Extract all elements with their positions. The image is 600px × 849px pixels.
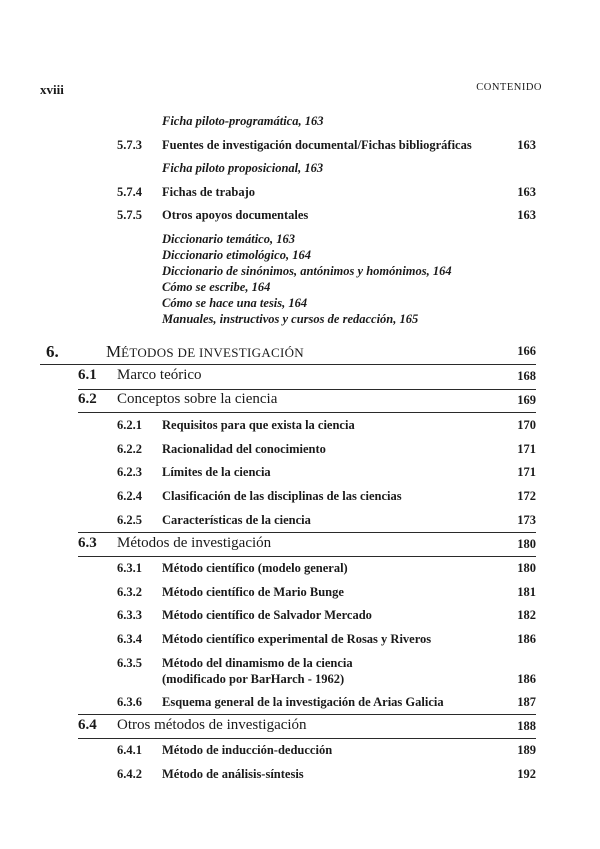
toc-subentry: Diccionario etimológico, 164 <box>162 248 311 262</box>
toc-entry-title[interactable]: Fichas de trabajo <box>162 185 256 199</box>
toc-entry-title[interactable]: Otros apoyos documentales <box>162 208 309 222</box>
toc-entry-title[interactable]: Requisitos para que exista la ciencia <box>162 418 355 432</box>
divider <box>78 556 536 557</box>
toc-entry-page: 186 <box>517 632 536 646</box>
toc-entry-number: 6.2.5 <box>117 513 142 527</box>
toc-entry-number: 6.3.4 <box>117 632 142 646</box>
toc-entry-page: 171 <box>517 442 536 456</box>
toc-section-title[interactable]: Marco teórico <box>117 367 202 383</box>
toc-entry-title[interactable]: Características de la ciencia <box>162 513 311 527</box>
toc-entry-page: 187 <box>517 695 536 709</box>
toc-entry-number: 6.3.5 <box>117 656 142 670</box>
divider <box>40 364 536 365</box>
toc-section-page: 188 <box>517 719 536 733</box>
divider <box>78 389 536 390</box>
chapter-title-initial: M <box>106 342 122 361</box>
toc-entry-number: 5.7.3 <box>117 138 142 152</box>
toc-entry-title[interactable]: Esquema general de la investigación de Arias Galicia <box>162 695 444 709</box>
toc-section-title[interactable]: Conceptos sobre la ciencia <box>117 391 278 407</box>
toc-section-page: 169 <box>517 393 536 407</box>
toc-entry-number: 5.7.5 <box>117 208 142 222</box>
toc-subentry: Diccionario de sinónimos, antónimos y homónimos, 164 <box>162 264 452 278</box>
toc-subentry: Cómo se hace una tesis, 164 <box>162 296 308 310</box>
toc-section-number: 6.1 <box>78 367 97 383</box>
toc-entry-number: 5.7.4 <box>117 185 142 199</box>
chapter-title[interactable] <box>106 342 304 362</box>
toc-section-number: 6.4 <box>78 717 97 733</box>
toc-subentry: Cómo se escribe, 164 <box>162 280 271 294</box>
toc-entry-page: 181 <box>517 585 536 599</box>
toc-entry-number: 6.2.3 <box>117 465 142 479</box>
toc-section-page: 168 <box>517 369 536 383</box>
toc-entry-page: 180 <box>517 561 536 575</box>
page-number: xviii <box>40 82 64 97</box>
toc-entry-page: 182 <box>517 608 536 622</box>
toc-entry-page: 172 <box>517 489 536 503</box>
toc-subentry: Diccionario temático, 163 <box>162 232 295 246</box>
toc-entry-page: 186 <box>517 672 536 686</box>
toc-entry-page: 163 <box>517 208 536 222</box>
toc-entry-page: 192 <box>517 767 536 781</box>
toc-entry-page: 189 <box>517 743 536 757</box>
toc-entry-title[interactable]: Método científico (modelo general) <box>162 561 348 575</box>
toc-entry-page: 163 <box>517 185 536 199</box>
toc-section-number: 6.3 <box>78 535 97 551</box>
toc-subentry: Ficha piloto proposicional, 163 <box>162 161 324 175</box>
toc-entry-page: 173 <box>517 513 536 527</box>
divider <box>78 714 536 715</box>
chapter-title-rest: ÉTODOS DE INVESTIGACIÓN <box>121 345 304 360</box>
toc-entry-page: 170 <box>517 418 536 432</box>
toc-entry-title[interactable]: Clasificación de las disciplinas de las ciencias <box>162 489 402 503</box>
divider <box>78 412 536 413</box>
toc-entry-title-continued: (modificado por BarHarch - 1962) <box>162 672 345 686</box>
toc-subentry: Ficha piloto-programática, 163 <box>162 114 324 128</box>
toc-entry-number: 6.3.3 <box>117 608 142 622</box>
toc-subentry: Manuales, instructivos y cursos de redacción, 165 <box>162 312 419 326</box>
toc-entry-title[interactable]: Límites de la ciencia <box>162 465 271 479</box>
toc-entry-number: 6.3.2 <box>117 585 142 599</box>
chapter-number: 6. <box>46 342 59 361</box>
toc-entry-title[interactable]: Método científico de Mario Bunge <box>162 585 344 599</box>
divider <box>78 532 536 533</box>
toc-entry-page: 171 <box>517 465 536 479</box>
divider <box>78 738 536 739</box>
toc-section-title[interactable]: Otros métodos de investigación <box>117 717 307 733</box>
toc-entry-number: 6.2.2 <box>117 442 142 456</box>
toc-entry-number: 6.2.4 <box>117 489 142 503</box>
toc-entry-title[interactable]: Fuentes de investigación documental/Fichas bibliográficas <box>162 138 472 152</box>
toc-entry-title[interactable]: Racionalidad del conocimiento <box>162 442 326 456</box>
toc-section-title[interactable]: Métodos de investigación <box>117 535 272 551</box>
toc-entry-title[interactable]: Método científico experimental de Rosas y Riveros <box>162 632 432 646</box>
chapter-page: 166 <box>517 344 536 358</box>
toc-entry-number: 6.3.1 <box>117 561 142 575</box>
toc-entry-number: 6.3.6 <box>117 695 142 709</box>
toc-entry-number: 6.4.2 <box>117 767 142 781</box>
toc-entry-number: 6.2.1 <box>117 418 142 432</box>
toc-entry-title[interactable]: Método científico de Salvador Mercado <box>162 608 372 622</box>
toc-entry-title[interactable]: Método de inducción-deducción <box>162 743 333 757</box>
toc-section-number: 6.2 <box>78 391 97 407</box>
toc-entry-page: 163 <box>517 138 536 152</box>
toc-section-page: 180 <box>517 537 536 551</box>
running-header: CONTENIDO <box>476 82 542 93</box>
toc-entry-title[interactable]: Método del dinamismo de la ciencia <box>162 656 353 670</box>
toc-entry-number: 6.4.1 <box>117 743 142 757</box>
toc-entry-title[interactable]: Método de análisis-síntesis <box>162 767 304 781</box>
